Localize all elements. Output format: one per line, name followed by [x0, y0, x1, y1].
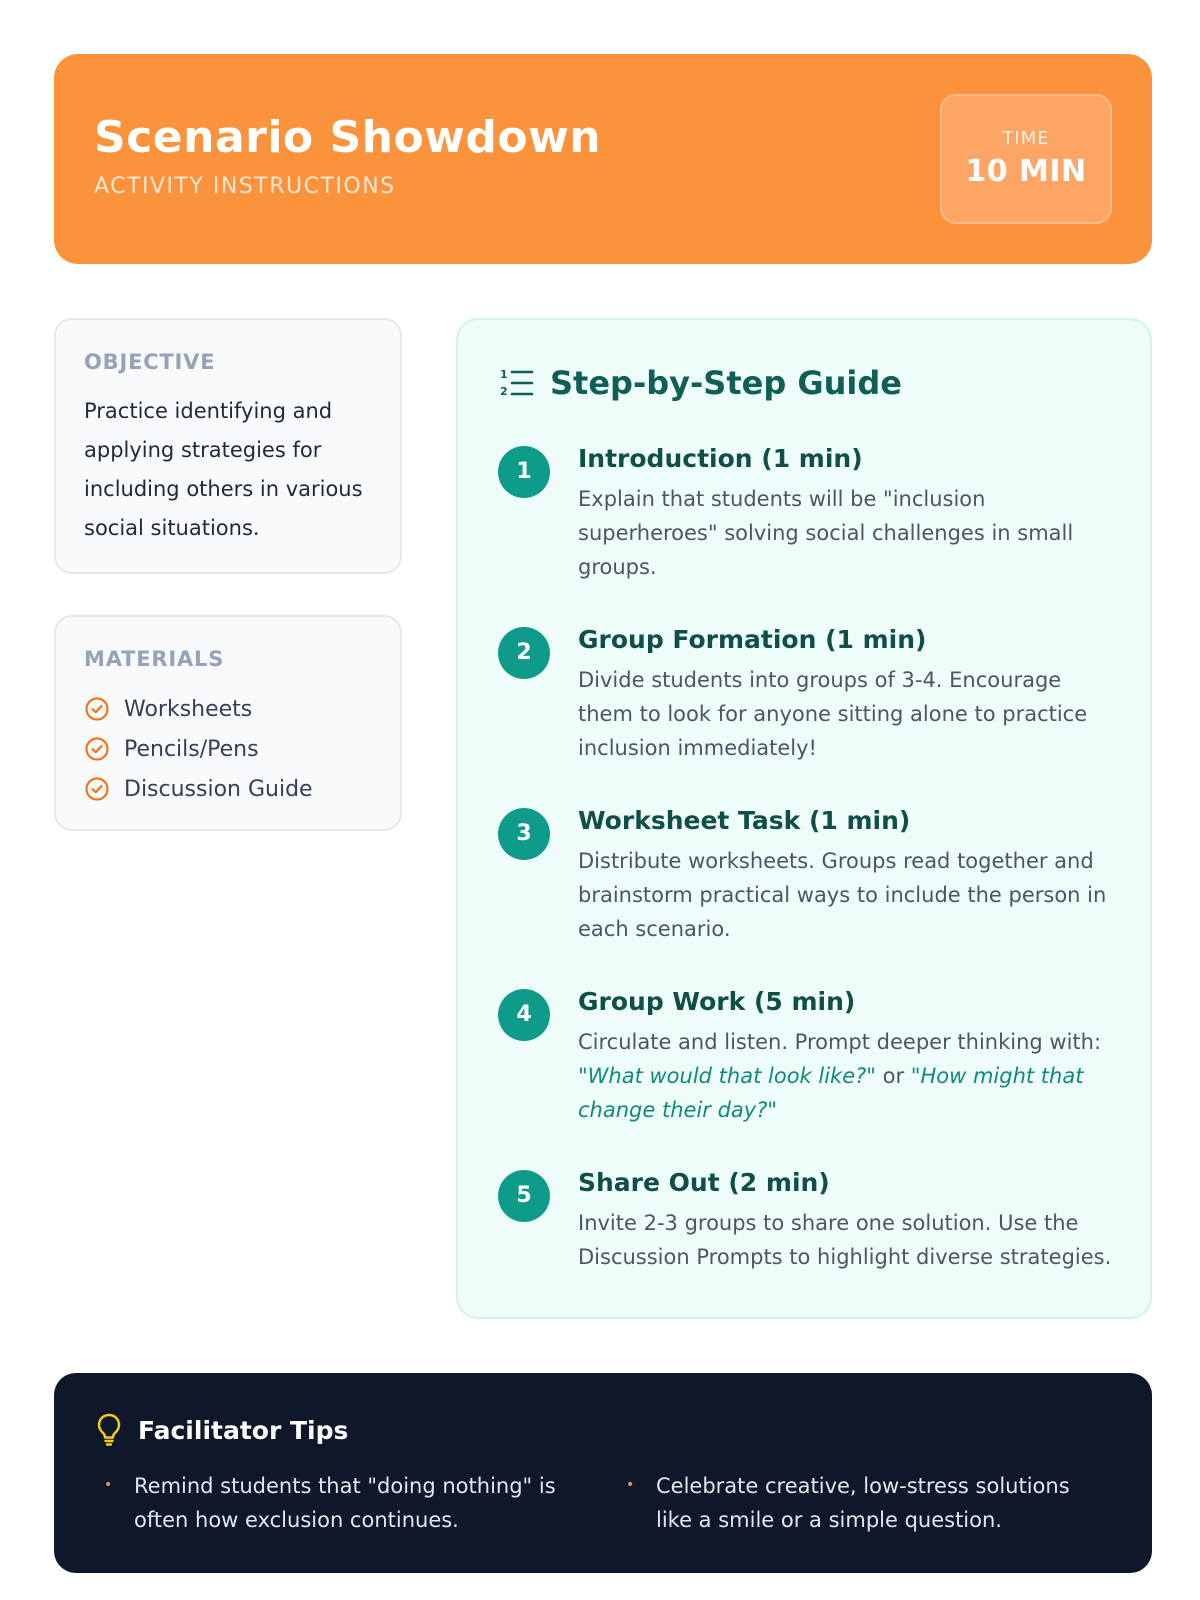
- objective-card: [54, 318, 402, 574]
- bullet-icon: •: [104, 1477, 113, 1493]
- prompt-quote: "How might that change their day?": [578, 1064, 1084, 1122]
- check-circle-icon: [84, 776, 110, 802]
- materials-item: [84, 689, 313, 729]
- step-title: Worksheet Task (1 min): [578, 806, 911, 835]
- step-number: 3: [498, 808, 550, 860]
- prompt-connector: or: [882, 1064, 905, 1088]
- materials-card: [54, 615, 402, 831]
- tip-item: Celebrate creative, low-stress solutions like a smile or a simple question.: [656, 1474, 1070, 1532]
- step-guide-panel: [456, 318, 1152, 1319]
- step-title: Share Out (2 min): [578, 1168, 830, 1197]
- time-badge: [940, 94, 1112, 224]
- tip-item: Remind students that "doing nothing" is often how exclusion continues.: [134, 1474, 556, 1532]
- step-number: 2: [498, 627, 550, 679]
- objective-title: OBJECTIVE: [84, 350, 216, 374]
- guide-title: Step-by-Step Guide: [550, 364, 902, 402]
- materials-item-label: Discussion Guide: [124, 776, 313, 802]
- step-number: 5: [498, 1170, 550, 1222]
- page-title: Scenario Showdown: [94, 112, 602, 163]
- step-title: Group Work (5 min): [578, 987, 856, 1016]
- numbered-list-icon: [498, 365, 534, 401]
- materials-item: [84, 769, 313, 809]
- tips-title: Facilitator Tips: [138, 1415, 349, 1445]
- step-number: 4: [498, 989, 550, 1041]
- materials-item: [84, 729, 313, 769]
- step-description: Invite 2-3 groups to share one solution. Use the Discussion Prompts to highlight diverse strategies.: [578, 1211, 1112, 1269]
- header-banner: [54, 54, 1152, 264]
- step-number: 1: [498, 446, 550, 498]
- step-description: [578, 1025, 1118, 1127]
- time-label: TIME: [1002, 128, 1050, 149]
- svg-text:2: 2: [500, 385, 508, 398]
- lightbulb-icon: [96, 1413, 122, 1447]
- materials-item-label: Worksheets: [124, 696, 253, 722]
- check-circle-icon: [84, 696, 110, 722]
- guide-header: [498, 364, 902, 402]
- page-subtitle: ACTIVITY INSTRUCTIONS: [94, 174, 396, 199]
- step-description-intro: Circulate and listen. Prompt deeper thinking with:: [578, 1030, 1102, 1054]
- bullet-icon: •: [626, 1477, 635, 1493]
- step-description: Divide students into groups of 3-4. Encourage them to look for anyone sitting alone to practice inclusion immediately!: [578, 668, 1088, 760]
- step-description: Explain that students will be "inclusion superheroes" solving social challenges in small groups.: [578, 487, 1074, 579]
- svg-text:1: 1: [500, 368, 508, 381]
- step-title: Group Formation (1 min): [578, 625, 927, 654]
- check-circle-icon: [84, 736, 110, 762]
- step-description: Distribute worksheets. Groups read together and brainstorm practical ways to include the person in each scenario.: [578, 849, 1107, 941]
- tips-header: [96, 1413, 348, 1447]
- materials-list: [84, 689, 313, 809]
- objective-text: Practice identifying and applying strategies for including others in various social situations.: [84, 399, 363, 540]
- time-value: 10 MIN: [965, 154, 1087, 189]
- facilitator-tips-panel: [54, 1373, 1152, 1573]
- step-title: Introduction (1 min): [578, 444, 863, 473]
- materials-item-label: Pencils/Pens: [124, 736, 259, 762]
- materials-title: MATERIALS: [84, 647, 225, 671]
- prompt-quote: "What would that look like?": [578, 1064, 876, 1088]
